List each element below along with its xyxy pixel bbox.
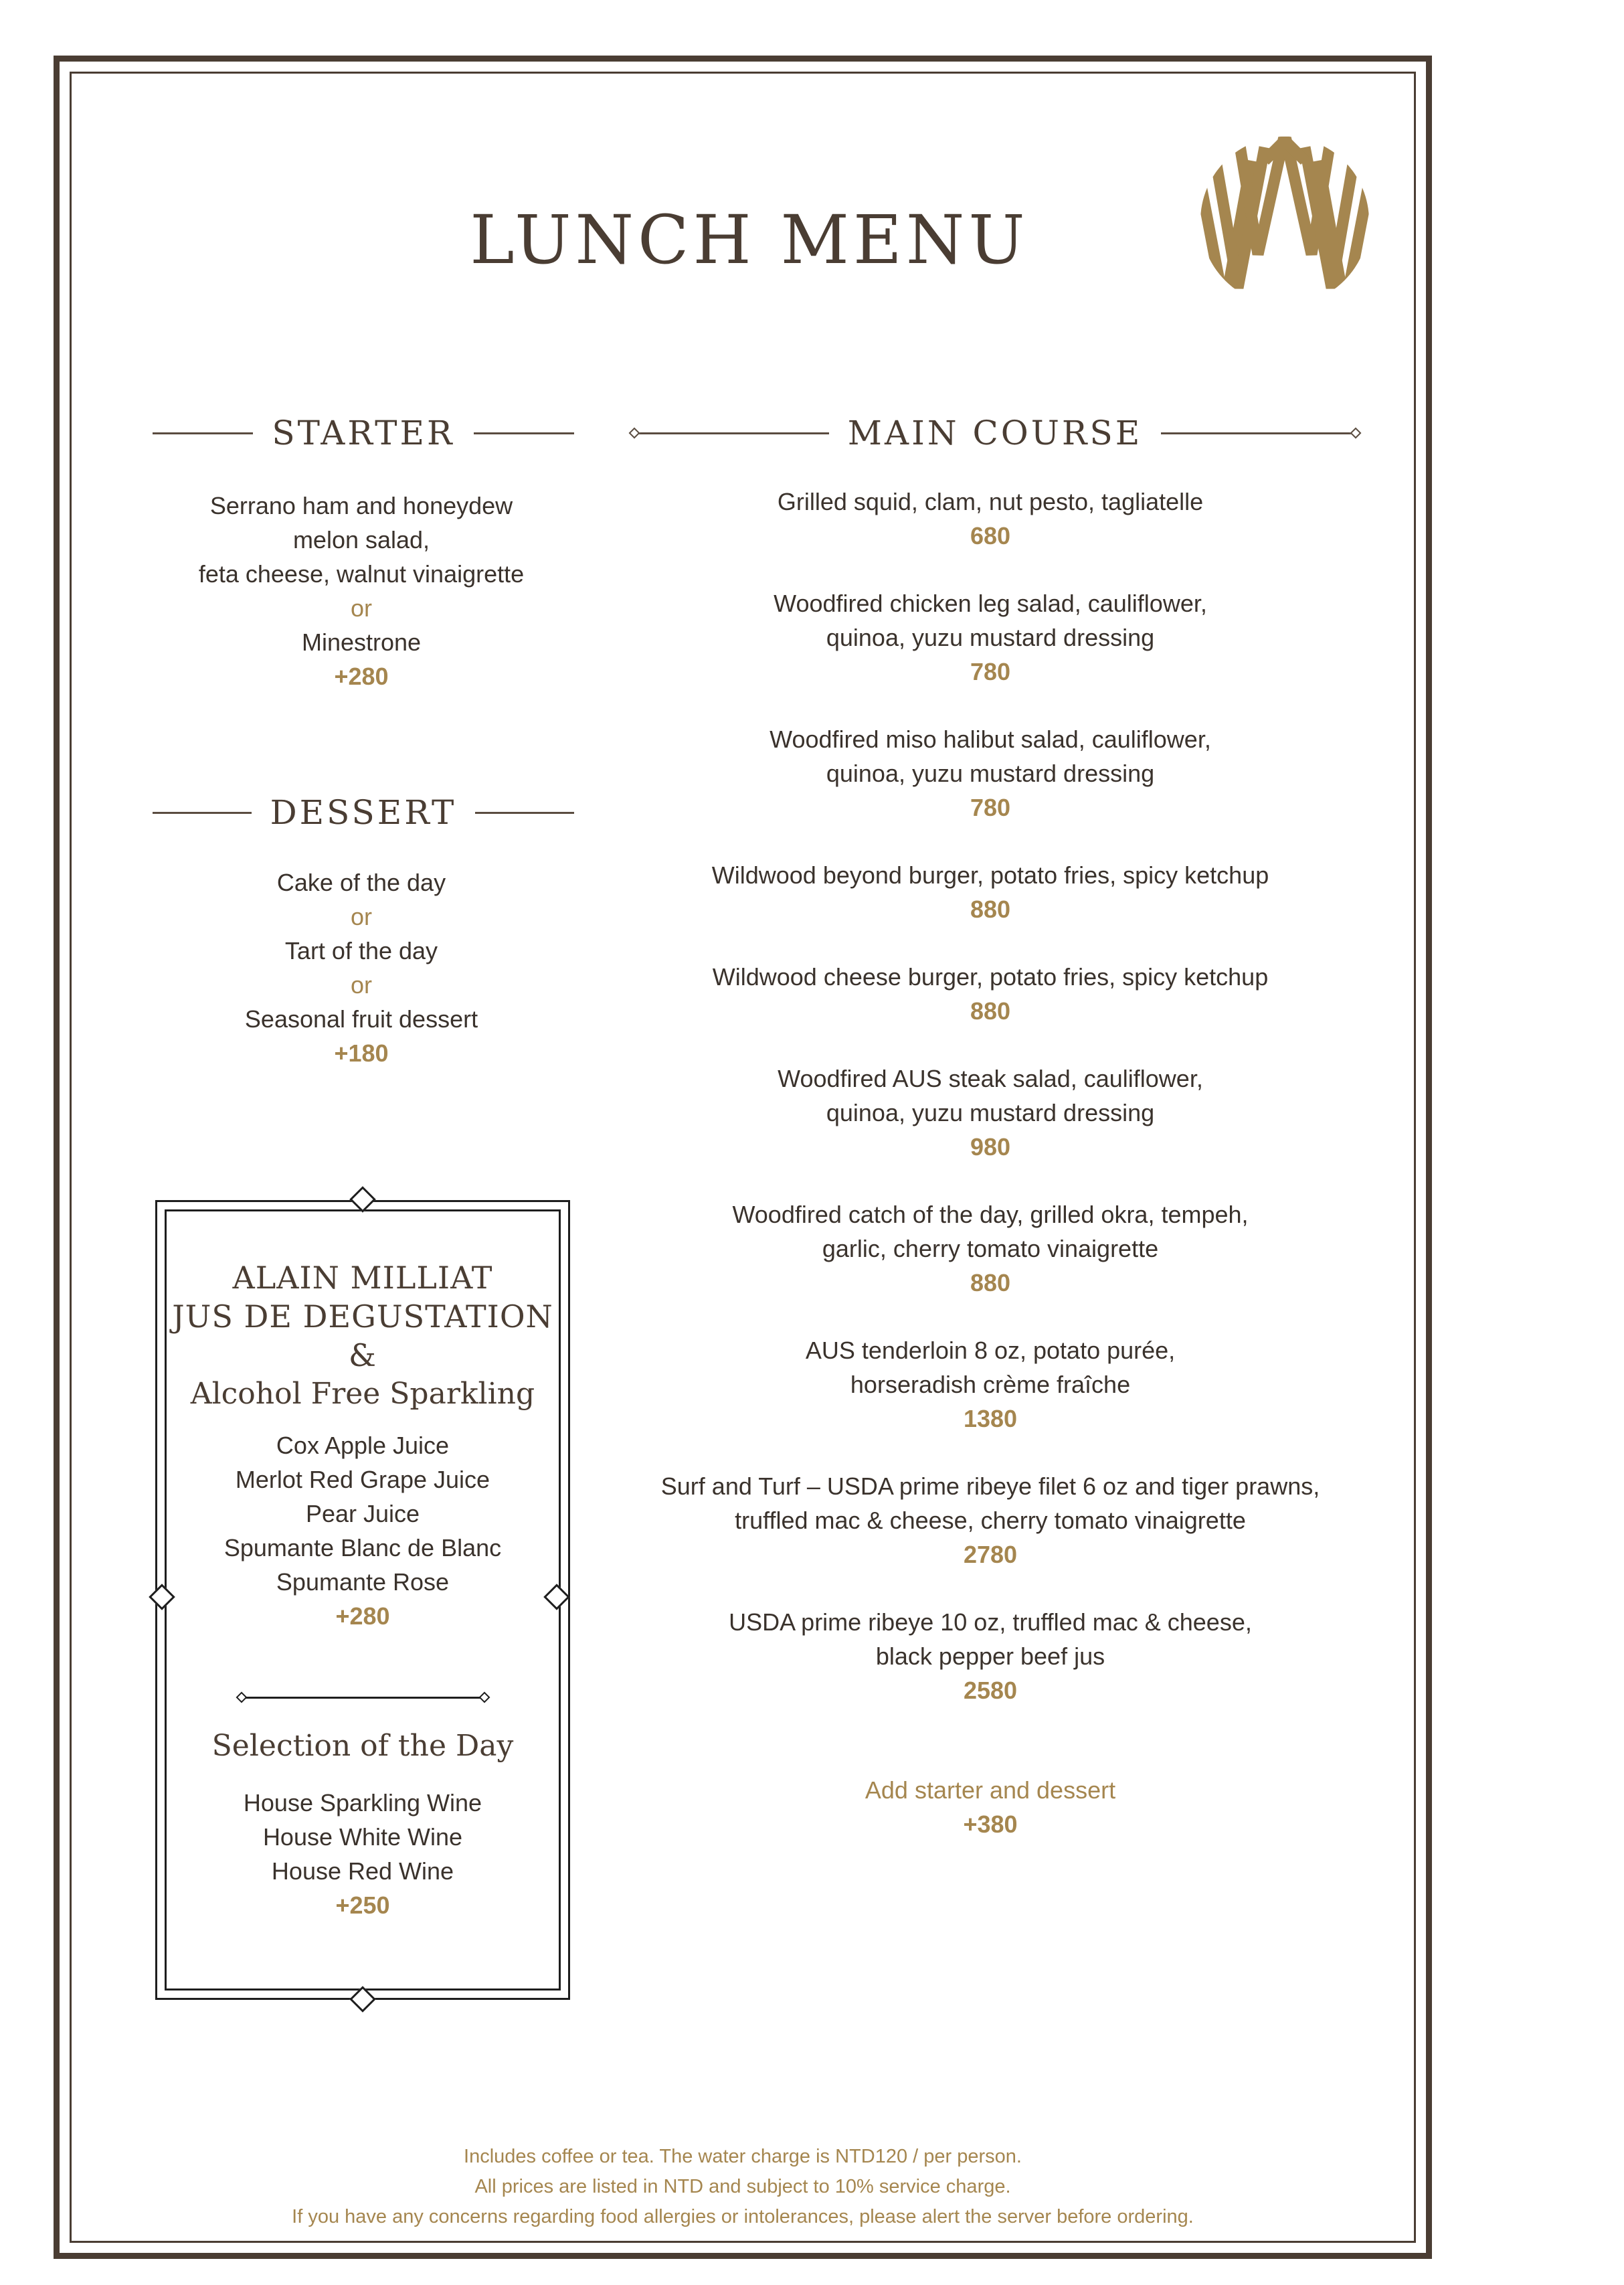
dessert-heading-label: DESSERT [270,793,457,832]
drinks-separator [238,1693,488,1701]
drink-item: Cox Apple Juice [276,1432,450,1459]
main-item [616,858,1365,926]
starter-line: melon salad, [292,526,430,554]
starter-line: feta cheese, walnut vinaigrette [198,560,525,588]
main-item-price: 2780 [963,1541,1018,1568]
footer-line: Includes coffee or tea. The water charge is NTD120 / per person. [464,2146,1022,2167]
main-item-line: quinoa, yuzu mustard dressing [826,624,1155,651]
main-item-line: truffled mac & cheese, cherry tomato vinaigrette [735,1507,1246,1534]
main-item [616,722,1365,825]
main-item [616,1333,1365,1436]
footer-notes [201,2142,1285,2232]
drink-item: Spumante Rose [276,1568,450,1596]
drinks-section [165,1258,561,1633]
drink-item: Pear Juice [305,1500,420,1527]
drink-item: Merlot Red Grape Juice [235,1466,490,1493]
main-item-line: quinoa, yuzu mustard dressing [826,1099,1155,1126]
main-item-line: Woodfired AUS steak salad, cauliflower, [778,1065,1203,1092]
starter-alt: Minestrone [301,628,422,656]
main-item-line: USDA prime ribeye 10 oz, truffled mac & cheese, [729,1608,1252,1636]
footer-line: All prices are listed in NTD and subject to 10% service charge. [474,2176,1011,2197]
dessert-item: Seasonal fruit dessert [244,1005,478,1033]
main-item-line: AUS tenderloin 8 oz, potato purée, [805,1337,1176,1364]
starter-heading-label: STARTER [272,414,455,452]
starter-heading [153,414,574,452]
main-item-price: 680 [970,522,1011,549]
main-item [616,1469,1365,1572]
main-item-price: 2580 [963,1677,1018,1704]
ornament-dot [236,1692,248,1703]
main-item-line: Woodfired catch of the day, grilled okra, tempeh, [732,1201,1249,1228]
dessert-heading [153,793,574,832]
selection-price: +250 [335,1891,390,1919]
drinks-subtitle: Alcohol Free Sparkling [190,1377,535,1411]
drinks-title: JUS DE DEGUSTATION [172,1298,553,1335]
main-item-line: garlic, cherry tomato vinaigrette [822,1235,1159,1262]
w-monogram-logo-icon [1198,134,1372,308]
dessert-item: Tart of the day [284,937,438,964]
main-item-line: quinoa, yuzu mustard dressing [826,760,1155,787]
ornament-dot [629,428,640,439]
dessert-or: or [350,903,372,930]
main-item-line: Woodfired chicken leg salad, cauliflower, [774,590,1207,617]
starter-or: or [350,594,372,622]
drinks-ampersand: & [349,1337,377,1373]
main-item [616,960,1365,1028]
starter-price: +280 [334,663,389,690]
footer-line: If you have any concerns regarding food allergies or intolerances, please alert the server before ordering. [292,2206,1194,2227]
main-item-line: Wildwood cheese burger, potato fries, spicy ketchup [712,963,1269,991]
main-course-heading-label: MAIN COURSE [847,414,1143,452]
main-item [616,586,1365,689]
drinks-price: +280 [335,1602,390,1630]
main-item-line: Grilled squid, clam, nut pesto, tagliatelle [777,488,1204,515]
main-item [616,1062,1365,1164]
addon-price: +380 [963,1810,1018,1838]
drinks-title: ALAIN MILLIAT [232,1260,493,1296]
addon-label: Add starter and dessert [865,1776,1116,1804]
main-item-line: Woodfired miso halibut salad, cauliflower, [770,726,1211,753]
main-item-price: 880 [970,896,1011,923]
main-item [616,1605,1365,1707]
dessert-item: Cake of the day [276,869,446,896]
ornament-dot [479,1692,490,1703]
selection-title: Selection of the Day [211,1729,514,1763]
page-title: LUNCH MENU [470,201,1029,279]
main-item [616,485,1365,553]
main-item-line: Surf and Turf – USDA prime ribeye filet 6 oz and tiger prawns, [660,1472,1320,1500]
main-item-price: 880 [970,997,1011,1025]
main-item-line: horseradish crème fraîche [850,1371,1131,1398]
ornament-dot [1350,428,1362,439]
main-item-price: 980 [970,1133,1011,1161]
main-item-line: Wildwood beyond burger, potato fries, spicy ketchup [711,861,1269,889]
dessert-or: or [350,971,372,999]
dessert-section [154,865,569,1070]
starter-line: Serrano ham and honeydew [209,492,513,519]
selection-section [165,1727,561,1922]
main-item-line: black pepper beef jus [875,1642,1105,1670]
selection-item: House Red Wine [271,1857,454,1885]
main-course-heading [630,414,1360,452]
main-item-price: 1380 [963,1405,1018,1432]
dessert-price: +180 [334,1039,389,1067]
main-item [616,1197,1365,1300]
main-item-price: 780 [970,658,1011,685]
drink-item: Spumante Blanc de Blanc [223,1534,502,1561]
main-item-price: 880 [970,1269,1011,1296]
main-item-price: 780 [970,794,1011,821]
selection-item: House White Wine [262,1823,463,1851]
starter-section [154,489,569,693]
main-course-section [616,485,1365,1841]
selection-item: House Sparkling Wine [243,1789,482,1816]
